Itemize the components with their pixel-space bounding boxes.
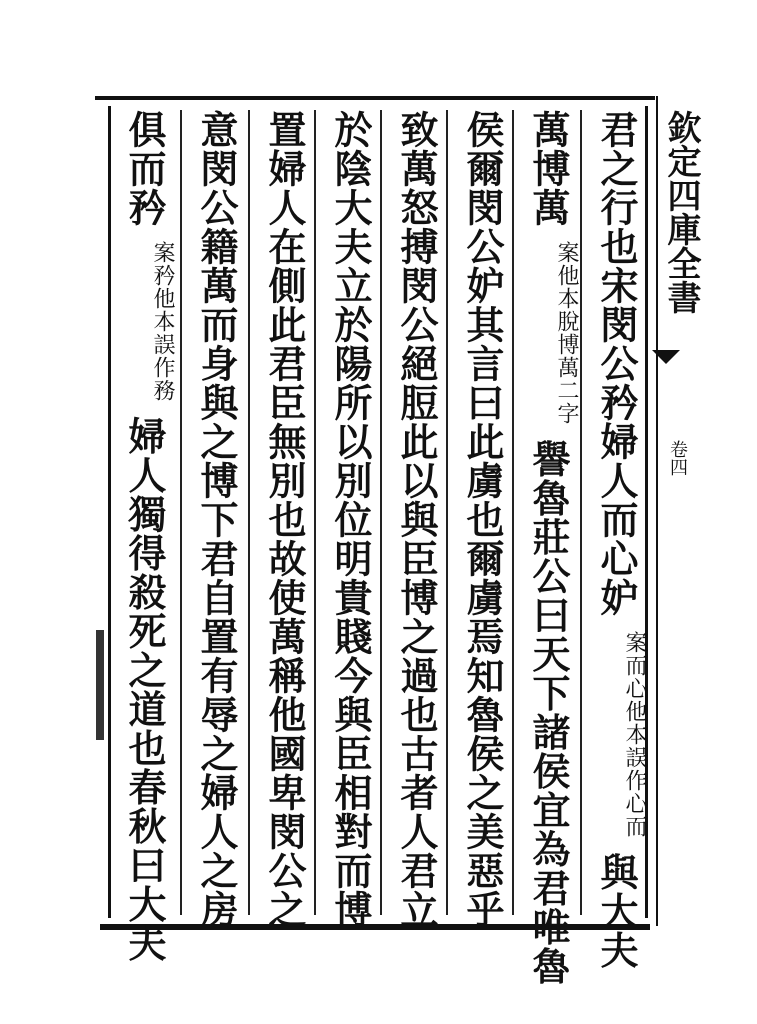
text-column-8 bbox=[112, 110, 178, 963]
column-text: 於陰大夫立於陽所以別位明貴賤今與臣相對而博 bbox=[328, 110, 373, 929]
volume-label: 卷四 bbox=[667, 440, 688, 476]
column-text: 俱而矜 bbox=[122, 110, 167, 227]
text-column-2 bbox=[516, 110, 582, 986]
column-text-tail: 與大夫 bbox=[594, 852, 639, 970]
text-column-3 bbox=[450, 110, 516, 929]
column-text: 侯爾閔公妒其言曰此虜也爾虜焉知魯侯之美惡乎 bbox=[460, 110, 505, 929]
column-text: 置婦人在側此君臣無別也故使萬稱他國卑閔公之 bbox=[262, 110, 307, 929]
column-separator bbox=[180, 110, 182, 915]
margin-rule bbox=[656, 96, 658, 926]
binding-mark bbox=[96, 630, 104, 740]
column-text: 萬博萬 bbox=[526, 110, 571, 227]
annotation-note: 案矜他本誤作務 bbox=[150, 241, 175, 403]
column-text: 意閔公籍萬而身與之博下君自置有辱之婦人之房 bbox=[194, 110, 239, 929]
fish-tail-mark bbox=[652, 350, 680, 364]
text-column-7 bbox=[184, 110, 250, 929]
top-border-rule bbox=[95, 96, 655, 100]
annotation-note: 案他本脫博萬二字 bbox=[554, 241, 579, 426]
text-column-1 bbox=[584, 110, 650, 970]
book-title: 欽定四庫全書 bbox=[661, 110, 701, 314]
column-text: 致萬怒搏閔公絕脰此以與臣博之過也古者人君立 bbox=[394, 110, 439, 929]
column-text-tail: 譽魯莊公曰天下諸侯宜為君唯魯 bbox=[526, 439, 571, 986]
annotation-note: 案而心他本誤作心而 bbox=[622, 631, 647, 839]
text-column-4 bbox=[384, 110, 450, 929]
text-column-6 bbox=[252, 110, 318, 929]
text-column-5 bbox=[318, 110, 384, 929]
column-text: 君之行也宋閔公矜婦人而心妒 bbox=[594, 110, 639, 617]
column-text-tail: 婦人獨得殺死之道也春秋曰大夫 bbox=[122, 416, 167, 963]
